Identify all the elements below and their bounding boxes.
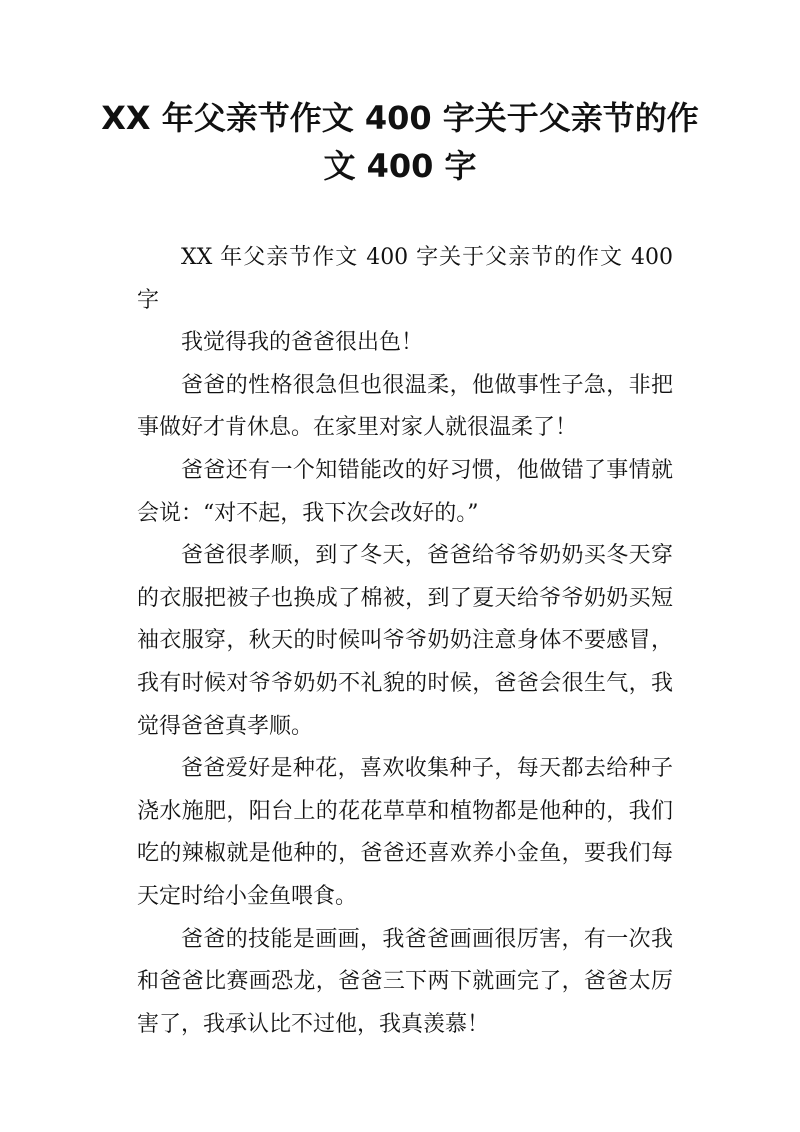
paragraph-good-habit: 爸爸还有一个知错能改的好习惯，他做错了事情就会说：“对不起，我下次会改好的。” bbox=[137, 457, 673, 526]
paragraph-repeat-title: XX 年父亲节作文 400 字关于父亲节的作文 400 字 bbox=[137, 245, 673, 313]
paragraph-intro: 我觉得我的爸爸很出色！ bbox=[181, 330, 424, 356]
paragraph-personality: 爸爸的性格很急但也很温柔，他做事性子急，非把事做好才肯休息。在家里对家人就很温柔了！ bbox=[137, 372, 673, 441]
paragraph-hobby: 爸爸爱好是种花，喜欢收集种子，每天都去给种子浇水施肥，阳台上的花花草草和植物都是他种的，我们吃的辣椒就是他种的，爸爸还喜欢养小金鱼，要我们每天定时给小金鱼喂食。 bbox=[137, 756, 673, 909]
document-title: XX 年父亲节作文 400 字关于父亲节的作文 400 字 bbox=[101, 99, 699, 185]
paragraph-drawing-skill: 爸爸的技能是画画，我爸爸画画很厉害，有一次我和爸爸比赛画恐龙，爸爸三下两下就画完了，爸爸太厉害了，我承认比不过他，我真羡慕！ bbox=[137, 926, 673, 1037]
document-body bbox=[137, 237, 673, 1046]
paragraph-filial: 爸爸很孝顺，到了冬天，爸爸给爷爷奶奶买冬天穿的衣服把被子也换成了棉被，到了夏天给爷爷奶奶买短袖衣服穿，秋天的时候叫爷爷奶奶注意身体不要感冒，我有时候对爷爷奶奶不礼貌的时候，爸爸会很生气，我觉得爸爸真孝顺。 bbox=[137, 543, 673, 739]
